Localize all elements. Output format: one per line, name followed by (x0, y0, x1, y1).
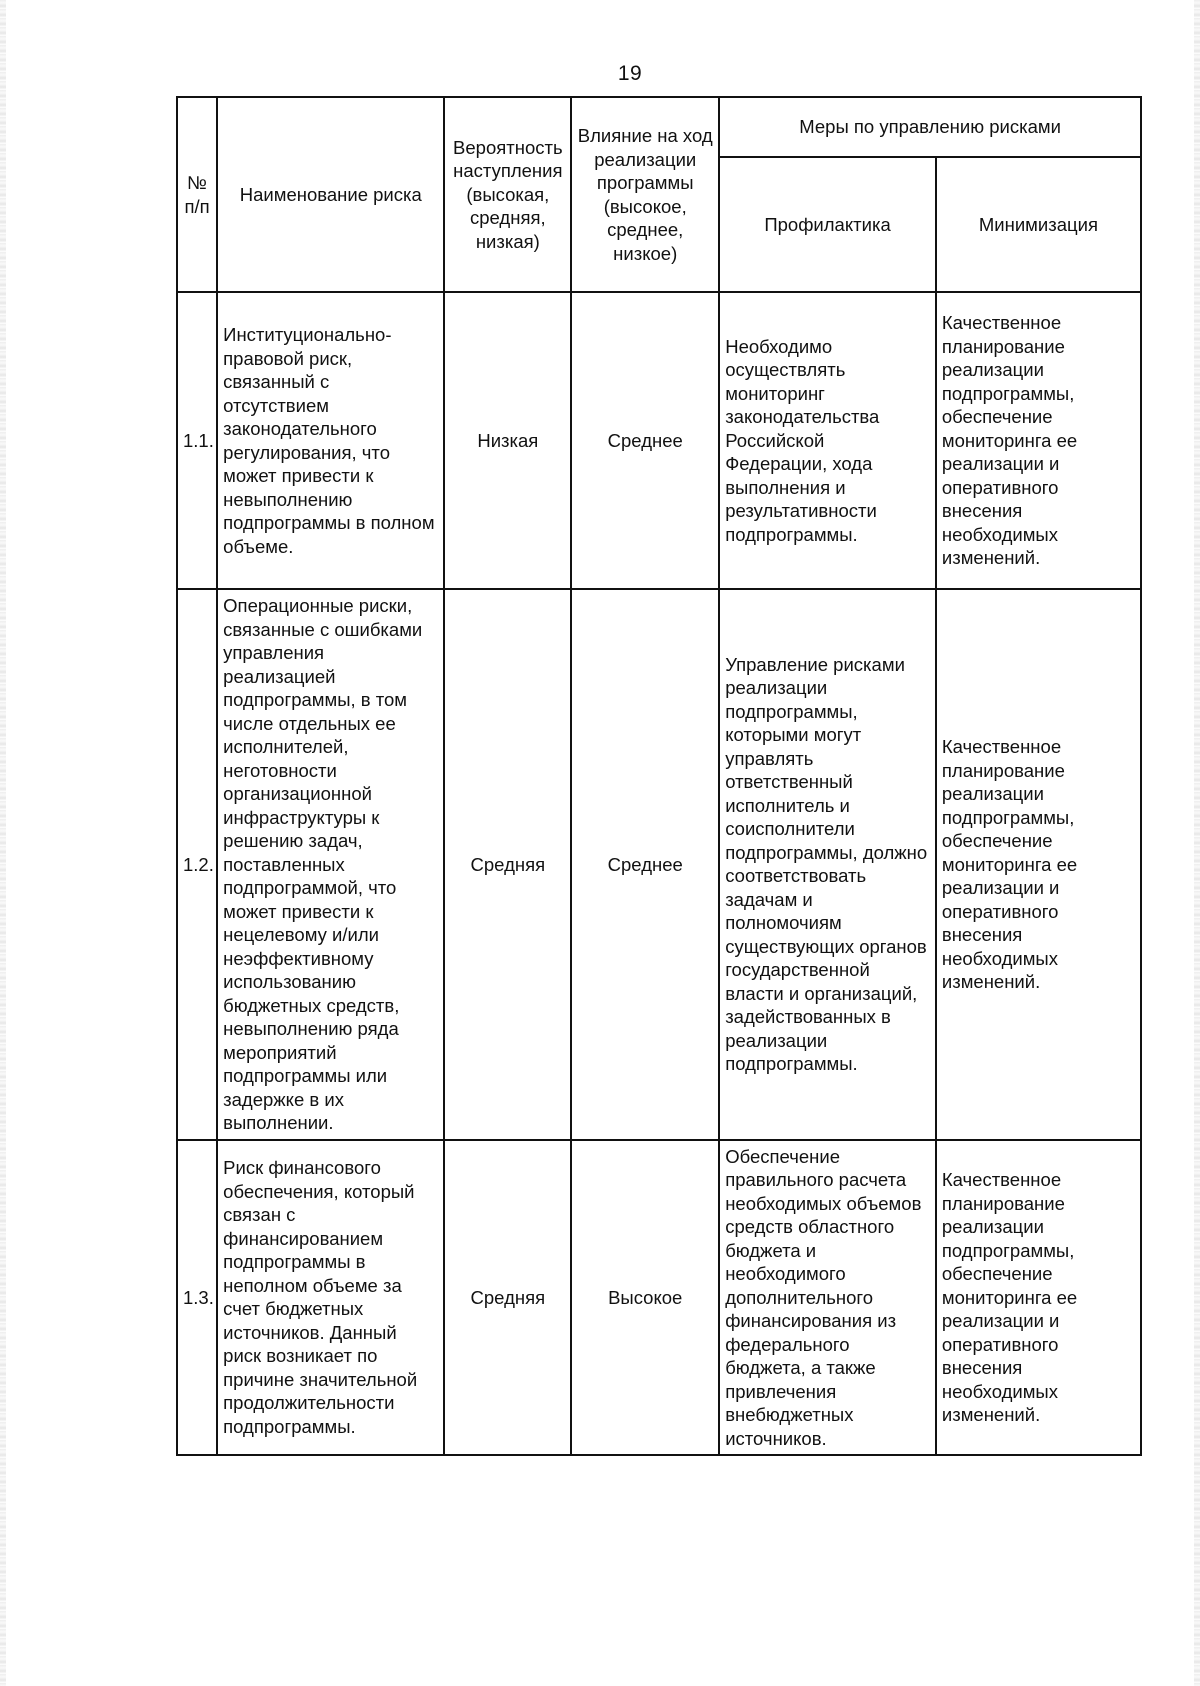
header-minimization: Минимизация (936, 157, 1141, 292)
risk-minimization: Качественное планирование реализации подпрограммы, обеспечение мониторинга ее реализации и оперативного внесения необходимых изменений. (936, 292, 1141, 589)
table-row (177, 589, 1141, 1140)
row-number: 1.2. (177, 589, 217, 1140)
risk-prevention: Необходимо осуществлять мониторинг законодательства Российской Федерации, хода выполнения и результативности подпрограммы. (719, 292, 936, 589)
scan-edge-right (1194, 0, 1200, 1686)
table-row (177, 1140, 1141, 1456)
header-no: № п/п (177, 97, 217, 292)
risk-prevention: Управление рисками реализации подпрограммы, которыми могут управлять ответственный исполнитель и соисполнители подпрограммы, должно соответствовать задачам и полномочиям существующих органов государственной власти и организаций, задействованных в реализации подпрограммы. (719, 589, 936, 1140)
scan-edge-left (0, 0, 6, 1686)
header-probability: Вероятность наступления (высокая, средняя, низкая) (444, 97, 571, 292)
risk-impact: Среднее (571, 292, 719, 589)
risk-prevention: Обеспечение правильного расчета необходимых объемов средств областного бюджета и необходимого дополнительного финансирования из федерального бюджета, а также привлечения внебюджетных источников. (719, 1140, 936, 1456)
header-measures: Меры по управлению рисками (719, 97, 1141, 157)
risk-name: Институционально-правовой риск, связанный с отсутствием законодательного регулирования, что может привести к невыполнению подпрограммы в полном объеме. (217, 292, 444, 589)
header-prevention: Профилактика (719, 157, 936, 292)
risk-minimization: Качественное планирование реализации подпрограммы, обеспечение мониторинга ее реализации и оперативного внесения необходимых изменений. (936, 589, 1141, 1140)
table-body (177, 292, 1141, 1455)
risk-impact: Среднее (571, 589, 719, 1140)
page-number: 19 (617, 62, 643, 85)
risk-probability: Средняя (444, 589, 571, 1140)
risk-impact: Высокое (571, 1140, 719, 1456)
risk-name: Риск финансового обеспечения, который связан с финансированием подпрограммы в неполном объеме за счет бюджетных источников. Данный риск возникает по причине значительной продолжительности подпрограммы. (217, 1140, 444, 1456)
row-number: 1.1. (177, 292, 217, 589)
header-row-top (177, 97, 1141, 157)
header-impact: Влияние на ход реализации программы (высокое, среднее, низкое) (571, 97, 719, 292)
row-number: 1.3. (177, 1140, 217, 1456)
risk-probability: Средняя (444, 1140, 571, 1456)
risk-name: Операционные риски, связанные с ошибками управления реализацией подпрограммы, в том числе отдельных ее исполнителей, неготовности организационной инфраструктуры к решению задач, поставленных подпрограммой, что может привести к нецелевому и/или неэффективному использованию бюджетных средств, невыполнению ряда мероприятий подпрограммы или задержке в их выполнении. (217, 589, 444, 1140)
risk-management-table (176, 96, 1142, 1456)
table-row (177, 292, 1141, 589)
table-header (177, 97, 1141, 292)
risk-minimization: Качественное планирование реализации подпрограммы, обеспечение мониторинга ее реализации и оперативного внесения необходимых изменений. (936, 1140, 1141, 1456)
risk-probability: Низкая (444, 292, 571, 589)
header-risk-name: Наименование риска (217, 97, 444, 292)
